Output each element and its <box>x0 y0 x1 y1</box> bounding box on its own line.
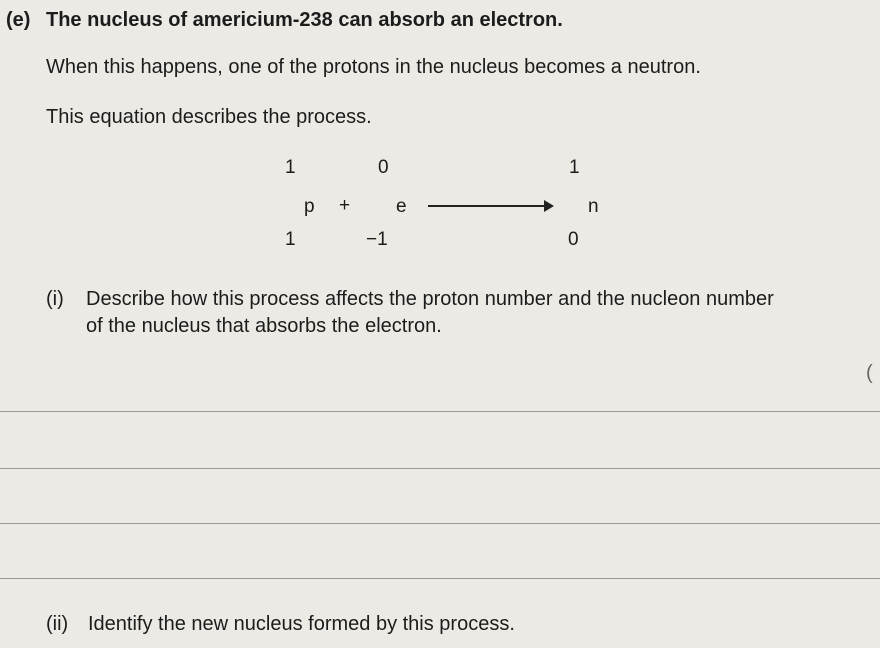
proton-atomic-number: 1 <box>285 229 296 250</box>
neutron-symbol: n <box>588 196 599 217</box>
part-e-sentence-1: When this happens, one of the protons in the nucleus becomes a neutron. <box>46 56 701 78</box>
part-e-sentence-2: This equation describes the process. <box>46 106 372 128</box>
part-i-question-line-2: of the nucleus that absorbs the electron. <box>86 315 442 337</box>
part-e-label: (e) <box>6 9 31 31</box>
neutron-atomic-number: 0 <box>568 229 579 250</box>
answer-line-2[interactable] <box>0 468 880 469</box>
electron-mass-number: 0 <box>378 157 389 178</box>
proton-symbol: p <box>304 196 315 217</box>
part-i-question-line-1: Describe how this process affects the proton number and the nucleon number <box>86 288 774 310</box>
part-ii-label: (ii) <box>46 613 69 635</box>
part-e-title: The nucleus of americium-238 can absorb an electron. <box>46 9 563 31</box>
margin-mark: ( <box>866 362 873 384</box>
part-i-label: (i) <box>46 288 64 310</box>
neutron-mass-number: 1 <box>569 157 580 178</box>
answer-line-3[interactable] <box>0 523 880 524</box>
answer-line-1[interactable] <box>0 411 880 412</box>
plus-sign: + <box>339 195 351 216</box>
electron-charge-number: −1 <box>366 229 388 250</box>
electron-symbol: e <box>396 196 407 217</box>
reaction-arrow <box>428 205 550 207</box>
answer-line-4[interactable] <box>0 578 880 579</box>
part-ii-question: Identify the new nucleus formed by this process. <box>88 613 515 635</box>
proton-mass-number: 1 <box>285 157 296 178</box>
